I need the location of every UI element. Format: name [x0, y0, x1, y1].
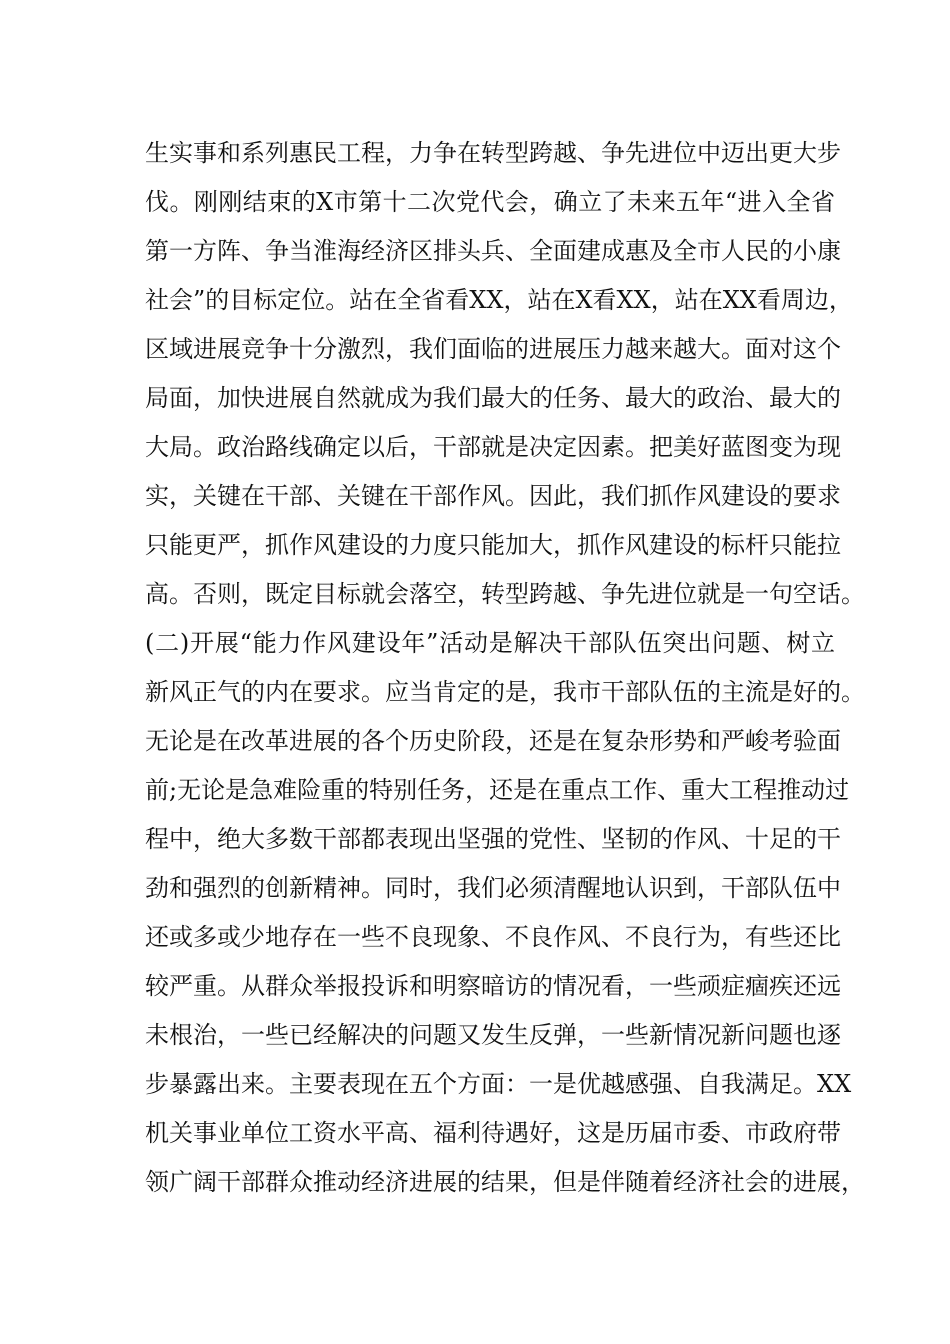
text-line: 新风正气的内在要求。应当肯定的是，我市干部队伍的主流是好的。	[145, 678, 865, 706]
text-line: 实，关键在干部、关键在干部作风。因此，我们抓作风建设的要求	[145, 482, 841, 510]
text-line: 步暴露出来。主要表现在五个方面：一是优越感强、自我满足。XX	[145, 1070, 852, 1098]
text-line: 只能更严，抓作风建设的力度只能加大，抓作风建设的标杆只能拉	[145, 531, 841, 559]
text-line: 还或多或少地存在一些不良现象、不良作风、不良行为，有些还比	[145, 923, 841, 951]
text-line: 领广阔干部群众推动经济进展的结果，但是伴随着经济社会的进展，	[145, 1168, 865, 1196]
text-line: 区域进展竞争十分激烈，我们面临的进展压力越来越大。面对这个	[145, 335, 841, 363]
text-line: 较严重。从群众举报投诉和明察暗访的情况看，一些顽症痼疾还远	[145, 972, 841, 1000]
text-line: 前;无论是急难险重的特别任务，还是在重点工作、重大工程推动过	[145, 776, 850, 804]
text-line: 无论是在改革进展的各个历史阶段，还是在复杂形势和严峻考验面	[145, 727, 841, 755]
text-line: 伐。刚刚结束的X市第十二次党代会，确立了未来五年“进入全省	[145, 188, 835, 216]
text-line: 大局。政治路线确定以后，干部就是决定因素。把美好蓝图变为现	[145, 433, 841, 461]
text-line: 局面，加快进展自然就成为我们最大的任务、最大的政治、最大的	[145, 384, 841, 412]
text-line: 程中，绝大多数干部都表现出坚强的党性、坚韧的作风、十足的干	[145, 825, 841, 853]
body-text	[145, 129, 865, 1207]
text-line: 高。否则，既定目标就会落空，转型跨越、争先进位就是一句空话。	[145, 580, 865, 608]
text-line: 生实事和系列惠民工程，力争在转型跨越、争先进位中迈出更大步	[145, 139, 841, 167]
text-line: 第一方阵、争当淮海经济区排头兵、全面建成惠及全市人民的小康	[145, 237, 841, 265]
text-line: (二)开展“能力作风建设年”活动是解决干部队伍突出问题、树立	[145, 629, 835, 657]
text-line: 劲和强烈的创新精神。同时，我们必须清醒地认识到，干部队伍中	[145, 874, 841, 902]
text-line: 机关事业单位工资水平高、福利待遇好，这是历届市委、市政府带	[145, 1119, 841, 1147]
text-line: 社会”的目标定位。站在全省看XX，站在X看XX，站在XX看周边，	[145, 286, 853, 314]
text-line: 未根治，一些已经解决的问题又发生反弹，一些新情况新问题也逐	[145, 1021, 841, 1049]
